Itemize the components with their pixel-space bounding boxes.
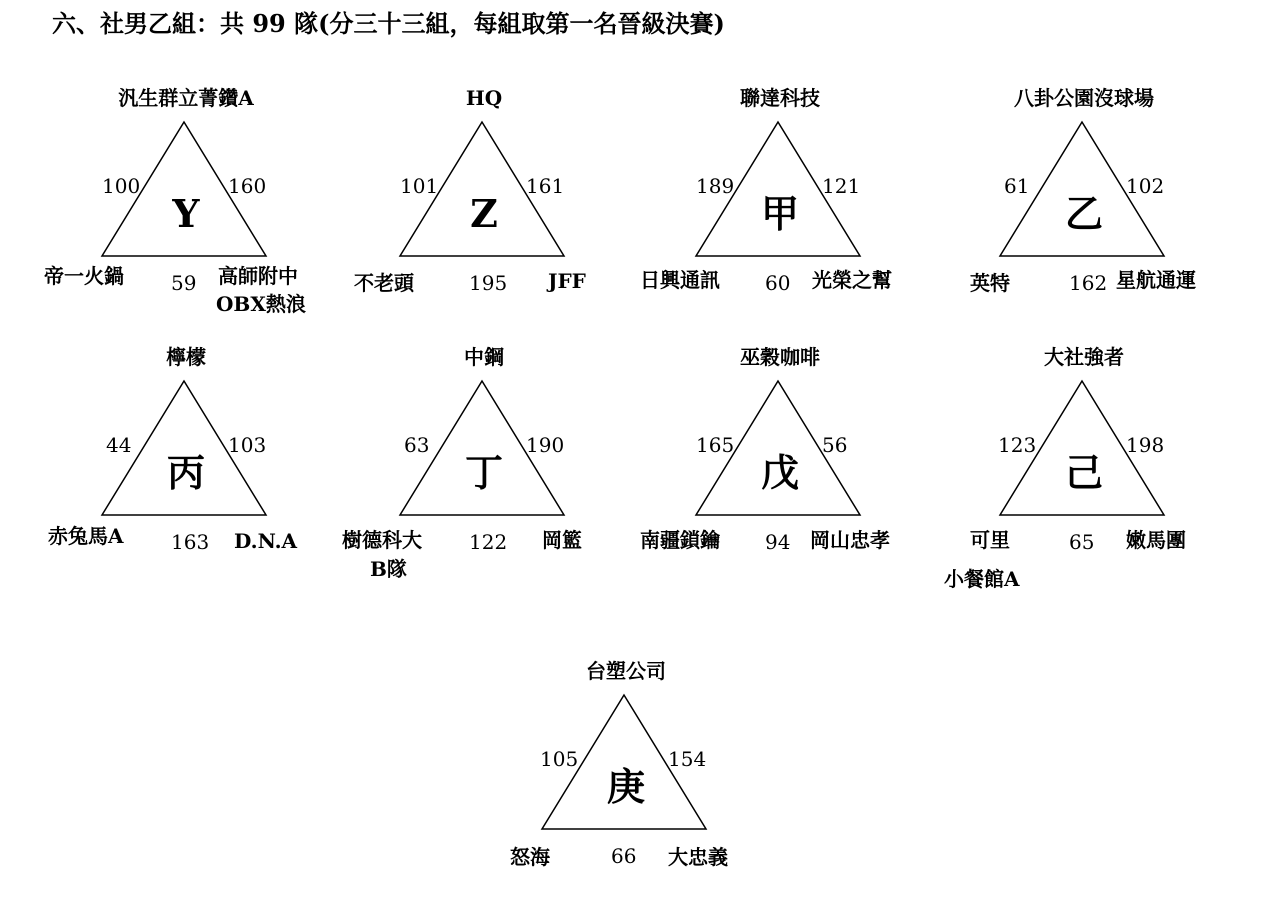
match-number-left: 61: [1004, 174, 1030, 198]
triangle-shape: [638, 84, 918, 284]
team-top: 台塑公司: [586, 659, 666, 683]
team-bottom-left: 樹德科大: [342, 528, 422, 552]
match-number-bottom: 65: [1069, 530, 1095, 554]
team-top: 大社強者: [1044, 345, 1124, 369]
group-block: [942, 343, 1222, 603]
group-block: [638, 84, 918, 344]
group-block: [342, 84, 622, 344]
group-letter: 丙: [166, 450, 206, 495]
group-block: [942, 84, 1222, 344]
team-bottom-left: 南疆鎖鑰: [640, 528, 720, 552]
triangle-shape: [44, 343, 324, 543]
match-number-bottom: 60: [765, 271, 791, 295]
team-bottom-right: 光榮之幫: [812, 268, 892, 292]
group-letter: 甲: [760, 191, 800, 236]
match-number-bottom: 94: [765, 530, 791, 554]
team-bottom-left: 日興通訊: [640, 268, 720, 292]
team-top: 巫穀咖啡: [740, 345, 820, 369]
team-bottom-left: 怒海: [510, 845, 550, 869]
match-number-left: 123: [998, 433, 1037, 457]
match-number-left: 101: [400, 174, 439, 198]
team-bottom-right: 岡山忠孝: [810, 528, 890, 552]
match-number-bottom: 122: [469, 530, 508, 554]
team-bottom-right: JFF: [548, 269, 586, 293]
team-bottom-right: D.N.A: [234, 529, 298, 553]
team-top: 聯達科技: [740, 86, 820, 110]
triangle-shape: [342, 343, 622, 543]
match-number-bottom: 66: [611, 844, 637, 868]
team-bottom-right: 嫩馬團: [1126, 528, 1186, 552]
group-block: [342, 343, 622, 603]
team-bottom-left: 可里: [970, 528, 1010, 552]
team-top: 檸檬: [166, 345, 206, 369]
team-bottom-right: 大忠義: [668, 845, 728, 869]
group-letter: Z: [470, 191, 498, 236]
match-number-right: 190: [526, 433, 565, 457]
group-letter: 戊: [760, 450, 800, 495]
team-bottom-right: 岡籃: [542, 528, 582, 552]
team-top: 中鋼: [464, 345, 504, 369]
match-number-right: 103: [228, 433, 267, 457]
triangle-shape: [942, 84, 1222, 284]
match-number-left: 165: [696, 433, 735, 457]
team-bottom-left: 不老頭: [354, 271, 414, 295]
match-number-right: 161: [526, 174, 565, 198]
team-bottom-left: 英特: [970, 271, 1010, 295]
team-bottom-left-line2: B隊: [370, 557, 407, 581]
team-bottom-left: 帝一火鍋: [44, 264, 124, 288]
match-number-left: 100: [102, 174, 141, 198]
group-block: [44, 84, 324, 344]
match-number-bottom: 163: [171, 530, 210, 554]
group-letter: 乙: [1064, 191, 1104, 236]
triangle-shape: [638, 343, 918, 543]
match-number-left: 44: [106, 433, 132, 457]
match-number-right: 56: [822, 433, 848, 457]
match-number-right: 102: [1126, 174, 1165, 198]
page-title: 六、社男乙組：共 99 隊(分三十三組，每組取第一名晉級決賽): [52, 9, 725, 38]
match-number-right: 121: [822, 174, 861, 198]
match-number-bottom: 162: [1069, 271, 1108, 295]
group-block: [44, 343, 324, 603]
triangle-shape: [942, 343, 1222, 543]
group-letter: Y: [172, 191, 200, 236]
match-number-bottom: 195: [469, 271, 508, 295]
match-number-left: 189: [696, 174, 735, 198]
team-top: HQ: [465, 86, 503, 110]
group-block: [638, 343, 918, 603]
match-number-right: 154: [668, 747, 707, 771]
group-letter: 庚: [606, 764, 646, 809]
group-letter: 丁: [464, 450, 504, 495]
triangle-shape: [44, 84, 324, 284]
group-block: [484, 657, 764, 917]
team-bottom-right: 高師附中: [218, 264, 298, 288]
match-number-left: 63: [404, 433, 430, 457]
team-bottom-left: 赤兔馬A: [48, 524, 124, 548]
team-bottom-left-line2: 小餐館A: [944, 567, 1020, 591]
team-bottom-right: 星航通運: [1116, 268, 1196, 292]
triangle-shape: [484, 657, 764, 857]
match-number-right: 160: [228, 174, 267, 198]
match-number-bottom: 59: [171, 271, 197, 295]
match-number-right: 198: [1126, 433, 1165, 457]
team-bottom-right-line2: OBX熱浪: [216, 292, 306, 316]
match-number-left: 105: [540, 747, 579, 771]
group-letter: 己: [1064, 450, 1104, 495]
team-top: 八卦公園沒球場: [1014, 86, 1154, 110]
triangle-shape: [342, 84, 622, 284]
team-top: 汎生群立菁鑽A: [118, 86, 254, 110]
